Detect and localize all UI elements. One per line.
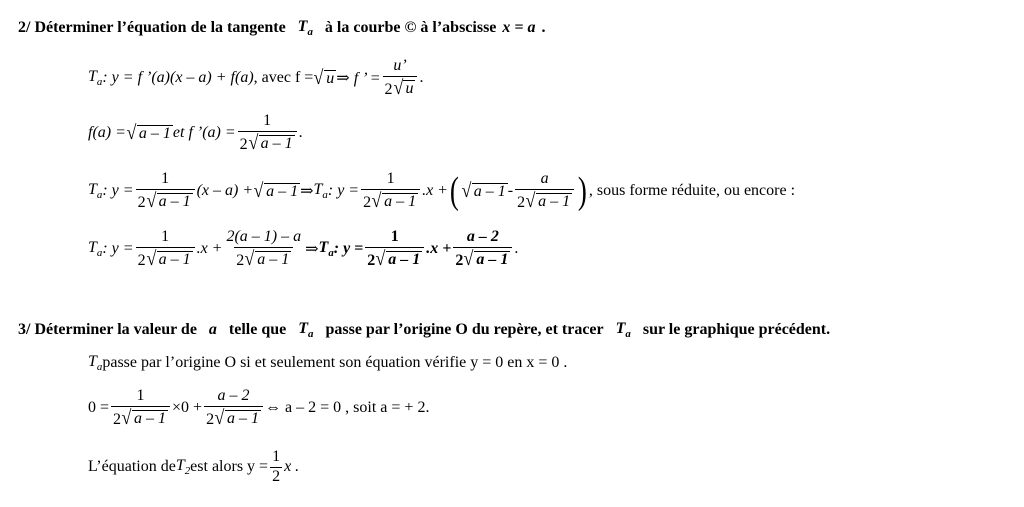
q3-line-3: L’équation de $T_2$ est alors y = $\frac{1}{2}$ x . (88, 447, 300, 485)
q2-line-1 (88, 55, 423, 101)
q2-l2-fprime: et f ’(a) = (172, 124, 236, 141)
q2-line-4: $T_a$ : y = 1 2 √ a – 1 .x + 2(a – 1) – a 2 √ a – 1 ⇒ $T_a$ : y = 1 2 √ a – 1 .x + a – 2 2 √ a – 1 . (88, 227, 519, 270)
q2-l3-fraction-3: a 2 √ a – 1 (515, 171, 574, 212)
q2-l1-sqrt: √ u (313, 67, 335, 89)
q2-title-end: . (541, 18, 546, 36)
q2-l2-fa: f(a) = (88, 124, 126, 141)
q2-l1-equation: : y = f ’(a)(x – a) + f(a) (102, 69, 254, 86)
q2-l1-T-sub: a (96, 75, 103, 88)
q3-line-1: $T_a$ passe par l’origine O si et seulement son équation vérifie y = 0 en x = 0 . (88, 353, 568, 373)
q2-l1-end: . (419, 69, 424, 86)
q2-title-equation: x = a (502, 18, 536, 36)
q2-title-middle: à la courbe © à l’abscisse (324, 18, 497, 36)
q3-title: 3/ Déterminer la valeur de a telle que $T_a$ passe par l’origine O du repère, et tracer $T_a$ sur le graphique précédent. (18, 320, 831, 340)
q2-title-symbol-sub: a (307, 25, 313, 38)
q2-line-2 (88, 110, 303, 156)
q2-l3-fraction-1: 1 2 √ a – 1 (136, 171, 195, 212)
q2-l2-end: . (298, 124, 303, 141)
q3-line-2: 0 = 1 2 √ a – 1 ×0 + a – 2 2 √ a – 1 ⇔ a – 2 = 0 , soit a = + 2. (88, 386, 430, 429)
q2-line-3: $T_a$ : y = 1 2 √ a – 1 (x – a) + √ a – 1 ⇒ $T_a$ : y = 1 2 √ a – 1 .x + ( √ a – 1 - a 2 √ a – 1 ) , sous forme réduite, ou encore : (88, 169, 796, 212)
q2-l1-avec: , avec f = (253, 69, 314, 86)
q2-l3-fraction-2: 1 2 √ a – 1 (361, 171, 420, 212)
q2-title-symbol: T (297, 18, 308, 35)
q2-title-text: 2/ Déterminer l’équation de la tangente (18, 18, 286, 36)
q2-l1-implies: ⇒ f ’ = (336, 70, 381, 87)
q2-l4-result-fraction-1: 1 2 √ a – 1 (365, 229, 424, 270)
q2-l2-sqrt: √ a – 1 (126, 122, 171, 144)
q2-title (18, 18, 546, 38)
q2-l3-remark: , sous forme réduite, ou encore : (588, 182, 796, 199)
q2-l1-fraction: u’ 2 √ u (383, 58, 418, 99)
q2-l2-fraction: 1 2 √ a – 1 (238, 113, 297, 154)
q2-l4-result-fraction-2: a – 2 2 √ a – 1 (453, 229, 512, 270)
q2-l1-T: T (88, 68, 97, 86)
